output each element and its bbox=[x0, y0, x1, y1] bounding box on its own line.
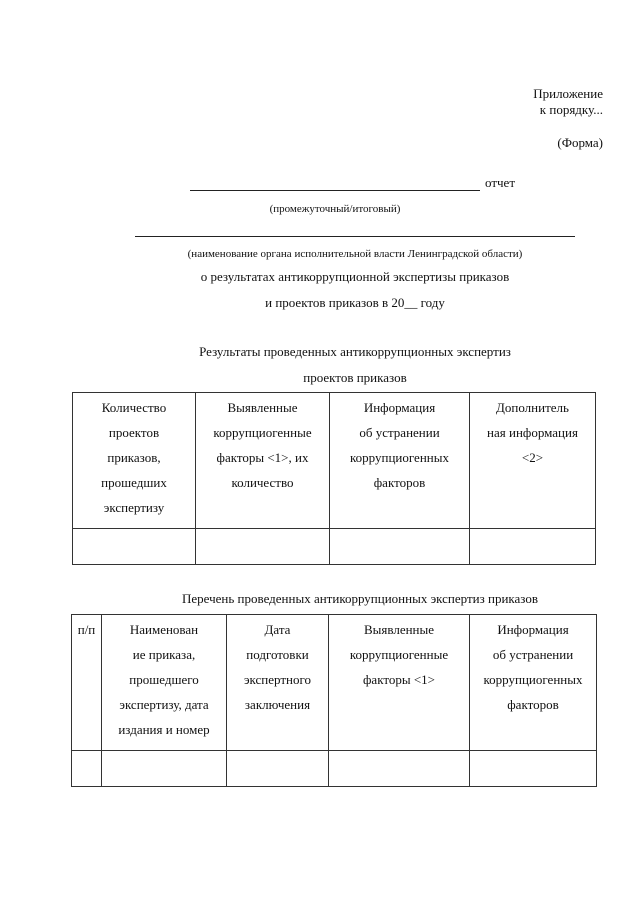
report-title-line2: и проектов приказов в 20__ году bbox=[265, 295, 445, 310]
expertise-projects-table bbox=[72, 392, 596, 565]
org-name-caption: (наименование органа исполнительной власти Ленинградской области) bbox=[187, 248, 523, 260]
table2-cell[interactable] bbox=[72, 751, 102, 787]
table2-data-row bbox=[72, 751, 597, 787]
form-label: (Форма) bbox=[557, 135, 603, 150]
report-word: отчет bbox=[485, 175, 515, 190]
table1-cell[interactable] bbox=[196, 529, 330, 565]
report-type-caption: (промежуточный/итоговый) bbox=[269, 203, 401, 215]
table2-header-number: п/п bbox=[72, 615, 102, 751]
report-type-blank-line bbox=[190, 190, 480, 191]
report-title-line1: о результатах антикоррупционной экспертизы приказов bbox=[200, 269, 510, 284]
table2-cell[interactable] bbox=[470, 751, 597, 787]
table2-cell[interactable] bbox=[102, 751, 227, 787]
table1-title-line1: Результаты проведенных антикоррупционных экспертиз bbox=[199, 344, 511, 359]
table1-cell[interactable] bbox=[330, 529, 470, 565]
table1-header-projects-count: Количество проектов приказов, прошедших экспертизу bbox=[73, 393, 196, 529]
table1-header-factors: Выявленные коррупциогенные факторы <1>, их количество bbox=[196, 393, 330, 529]
table2-header-row bbox=[72, 615, 597, 751]
table1-cell[interactable] bbox=[470, 529, 596, 565]
appendix-label: Приложение bbox=[533, 86, 603, 101]
table2-header-order-name: Наименован ие приказа, прошедшего экспертизу, дата издания и номер bbox=[102, 615, 227, 751]
table2-header-conclusion-date: Дата подготовки экспертного заключения bbox=[227, 615, 329, 751]
table1-header-elimination: Информация об устранении коррупциогенных факторов bbox=[330, 393, 470, 529]
table2-title: Перечень проведенных антикоррупционных экспертиз приказов bbox=[182, 591, 538, 606]
table1-cell[interactable] bbox=[73, 529, 196, 565]
to-order-label: к порядку... bbox=[539, 102, 603, 117]
table1-data-row bbox=[73, 529, 596, 565]
table1-header-additional-info: Дополнитель ная информация <2> bbox=[470, 393, 596, 529]
table1-header-row bbox=[73, 393, 596, 529]
org-name-blank-line bbox=[135, 236, 575, 237]
table2-header-factors: Выявленные коррупциогенные факторы <1> bbox=[329, 615, 470, 751]
table2-cell[interactable] bbox=[329, 751, 470, 787]
table2-cell[interactable] bbox=[227, 751, 329, 787]
table2-header-elimination: Информация об устранении коррупциогенных факторов bbox=[470, 615, 597, 751]
table1-title-line2: проектов приказов bbox=[303, 370, 407, 385]
expertise-orders-table bbox=[71, 614, 597, 787]
